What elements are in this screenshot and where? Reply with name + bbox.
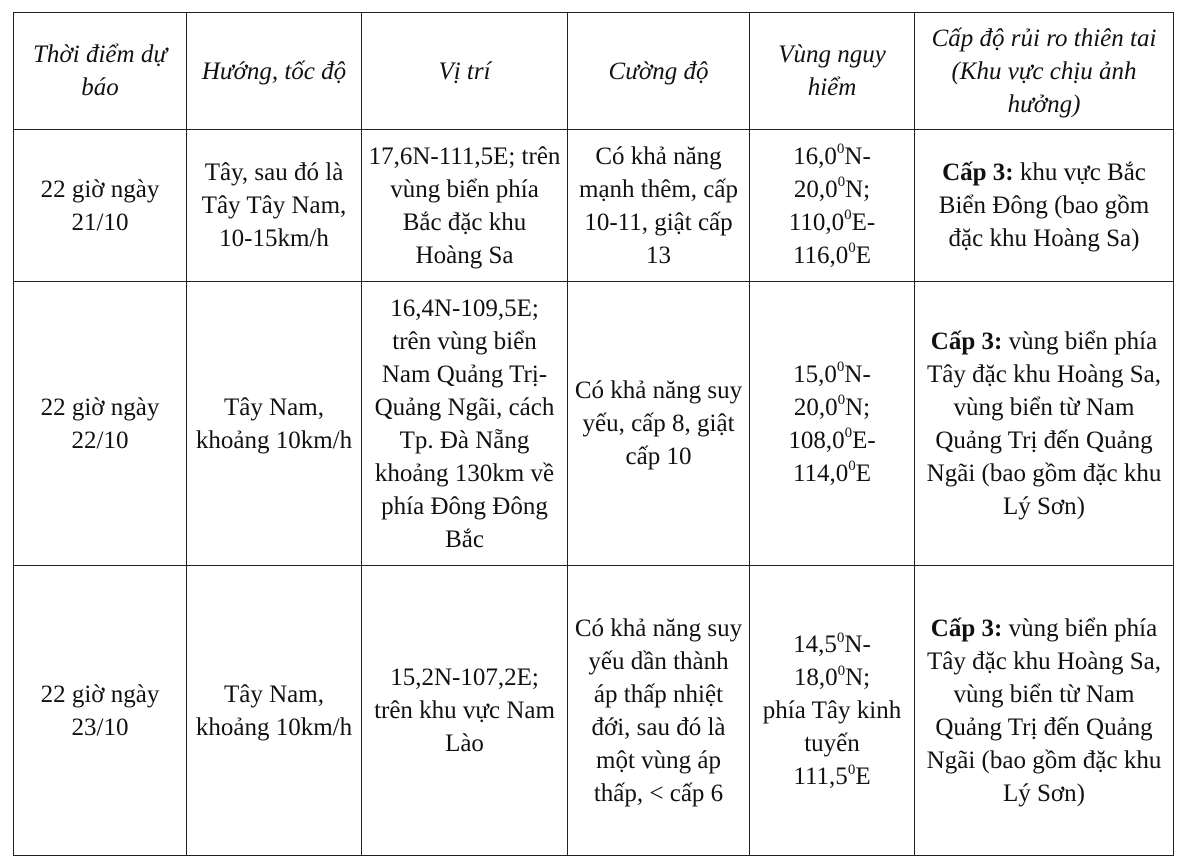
degree-mark: 0 [844,425,853,442]
zone-lat-to: 20,0 [793,393,838,421]
risk-cell [915,566,1174,856]
table-row [14,130,1174,282]
forecast-table [13,12,1174,856]
header-direction-speed: Hướng, tốc độ [187,13,362,130]
zone-n-end: N; [845,393,871,421]
direction-cell [187,282,362,566]
position: 17,6N-111,5E; trên vùng biển phía Bắc đặc khu Hoàng Sa [368,142,561,269]
zone-lat-to: 20,0 [793,175,838,203]
degree-mark: 0 [837,174,846,191]
zone-lat-from: 15,0 [793,360,837,388]
zone-n-end: N; [845,175,871,203]
risk-area: khu vực Bắc Biển Đông (bao gồm đặc khu Hoàng Sa) [938,159,1150,252]
forecast-time-cell [14,566,187,856]
risk-area: vùng biển phía Tây đặc khu Hoàng Sa, vùng biển từ Nam Quảng Trị đến Quảng Ngãi (bao gồm đặc khu Lý Sơn) [926,327,1162,520]
direction-speed: Tây Nam, khoảng 10km/h [195,393,353,454]
degree-mark: 0 [848,458,856,475]
header-forecast-time: Thời điểm dự báo [14,13,187,130]
degree-mark: 0 [836,141,845,158]
degree-mark: 0 [837,392,846,409]
intensity: Có khả năng mạnh thêm, cấp 10-11, giật cấp 13 [579,142,738,269]
degree-mark: 0 [837,662,846,679]
zone-lon-text: phía Tây kinh tuyến [762,697,902,757]
forecast-time: 22 giờ ngày 21/10 [40,175,160,236]
intensity-cell [568,130,750,282]
table-row [14,566,1174,856]
danger-zone-cell [750,566,915,856]
intensity: Có khả năng suy yếu, cấp 8, giật cấp 10 [574,377,743,470]
direction-speed: Tây, sau đó là Tây Tây Nam, 10-15km/h [201,159,347,252]
risk-cell [915,130,1174,282]
position: 16,4N-109,5E; trên vùng biển Nam Quảng Trị-Quảng Ngãi, cách Tp. Đà Nẵng khoảng 130km về phía Đông Đông Bắc [374,294,555,553]
forecast-time-cell [14,130,187,282]
intensity-cell [568,282,750,566]
risk-level: Cấp 3: [930,614,1003,642]
degree-mark: 0 [836,359,845,376]
zone-e-suffix: E- [852,426,876,454]
zone-n-end: N; [845,664,871,691]
header-risk-level: Cấp độ rủi ro thiên tai (Khu vực chịu ảnh hưởng) [915,13,1174,130]
forecast-time: 22 giờ ngày 22/10 [40,393,160,454]
zone-lon-from: 110,0 [788,208,845,236]
zone-lon-value: 111,5 [793,763,848,790]
zone-e-end: E [855,459,872,487]
danger-zone-cell [750,282,915,566]
position-cell [362,282,568,566]
zone-e-end: E [855,241,872,269]
zone-e-end: E [855,763,871,790]
position: 15,2N-107,2E; trên khu vực Nam Lào [374,664,555,757]
table-row [14,282,1174,566]
direction-cell [187,566,362,856]
header-intensity: Cường độ [568,13,750,130]
header-danger-zone: Vùng nguy hiểm [750,13,915,130]
zone-lat-from: 16,0 [793,142,837,170]
risk-level: Cấp 3: [942,159,1014,186]
direction-speed: Tây Nam, khoảng 10km/h [195,680,353,741]
direction-cell [187,130,362,282]
zone-n-suffix: N- [844,360,871,388]
zone-lat-from: 14,5 [793,631,837,658]
danger-zone-cell [750,130,915,282]
risk-level: Cấp 3: [930,327,1003,355]
position-cell [362,566,568,856]
zone-n-suffix: N- [844,631,871,658]
position-cell [362,130,568,282]
degree-mark: 0 [836,629,845,646]
zone-n-suffix: N- [844,142,871,170]
degree-mark: 0 [848,240,856,257]
zone-lat-to: 18,0 [793,664,838,691]
zone-lon-to: 114,0 [792,459,849,487]
forecast-time-cell [14,282,187,566]
risk-cell [915,282,1174,566]
header-position: Vị trí [362,13,568,130]
table-header-row [14,13,1174,130]
degree-mark: 0 [844,207,852,224]
forecast-time: 22 giờ ngày 23/10 [40,680,160,741]
zone-e-suffix: E- [851,208,876,236]
intensity: Có khả năng suy yếu dần thành áp thấp nhiệt đới, sau đó là một vùng áp thấp, < cấp 6 [574,614,743,807]
intensity-cell [568,566,750,856]
zone-lon-from: 108,0 [788,426,845,454]
degree-mark: 0 [847,761,856,778]
risk-area: vùng biển phía Tây đặc khu Hoàng Sa, vùng biển từ Nam Quảng Trị đến Quảng Ngãi (bao gồm đặc khu Lý Sơn) [926,614,1162,807]
zone-lon-to: 116,0 [792,241,849,269]
